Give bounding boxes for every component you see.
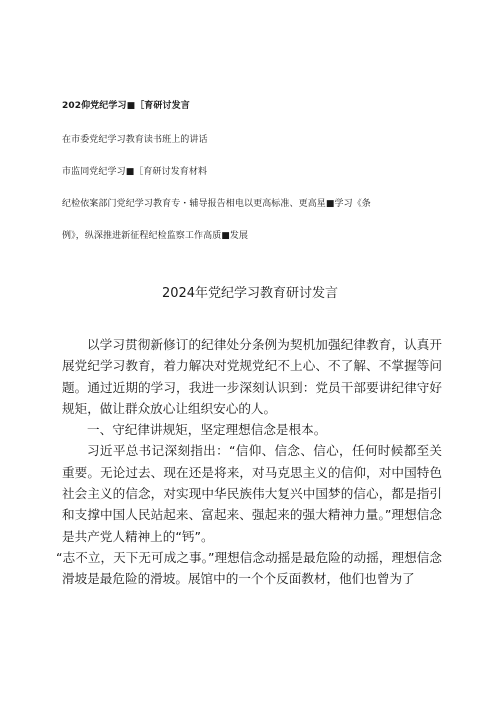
toc-item-5[interactable]: 例》，纵深推进新征程纪检监察工作高质■发展 [62,231,249,241]
toc-item-1[interactable]: 202仰党纪学习■［育研讨发言 [62,101,190,111]
toc-item-3[interactable]: 市监同党纪学习■［育研讨发育材料 [62,167,208,177]
section-heading-1: 一、守纪律讲规矩，坚定理想信念是根本。 [87,422,327,438]
paragraph-quote: 习近平总书记深刻指出：“信仰、信念、信心，任何时候都至关重要。无论过去、现在还是将来，对马克思主义的信仰，对中国特色社会主义的信念，对实现中华民族伟大复兴中国梦的信心，都是指引和支撑中国人民站起来、富起来、强起来的强大精神力量。”理想信念是共产党人精神上的“钙”。 [62,443,442,544]
document-title: 2024年党纪学习教育研讨发言 [161,286,339,301]
toc-item-4[interactable]: 纪检依案部门党纪学习教育专・辅导报告相电以更高标准、更高星■学习《条 [62,199,371,209]
paragraph-proverb: “志不立，天下无可成之事。”理想信念动摇是最危险的动摇，理想信念滑坡是最危险的滑坡。展馆中的一个个反面教材，他们也曾为了 [56,549,442,587]
paragraph-intro: 以学习贯彻新修订的纪律处分条例为契机加强纪律教育，认真开展党纪学习教育，着力解决对党规党纪不上心、不了解、不掌握等问题。通过近期的学习，我进一步深刻认识到：党员干部要讲纪律守好规矩，做让群众放心让组织安心的人。 [62,337,442,416]
toc-item-2[interactable]: 在市委党纪学习教育读书班上的讲话 [62,135,208,145]
document-body [56,334,442,590]
